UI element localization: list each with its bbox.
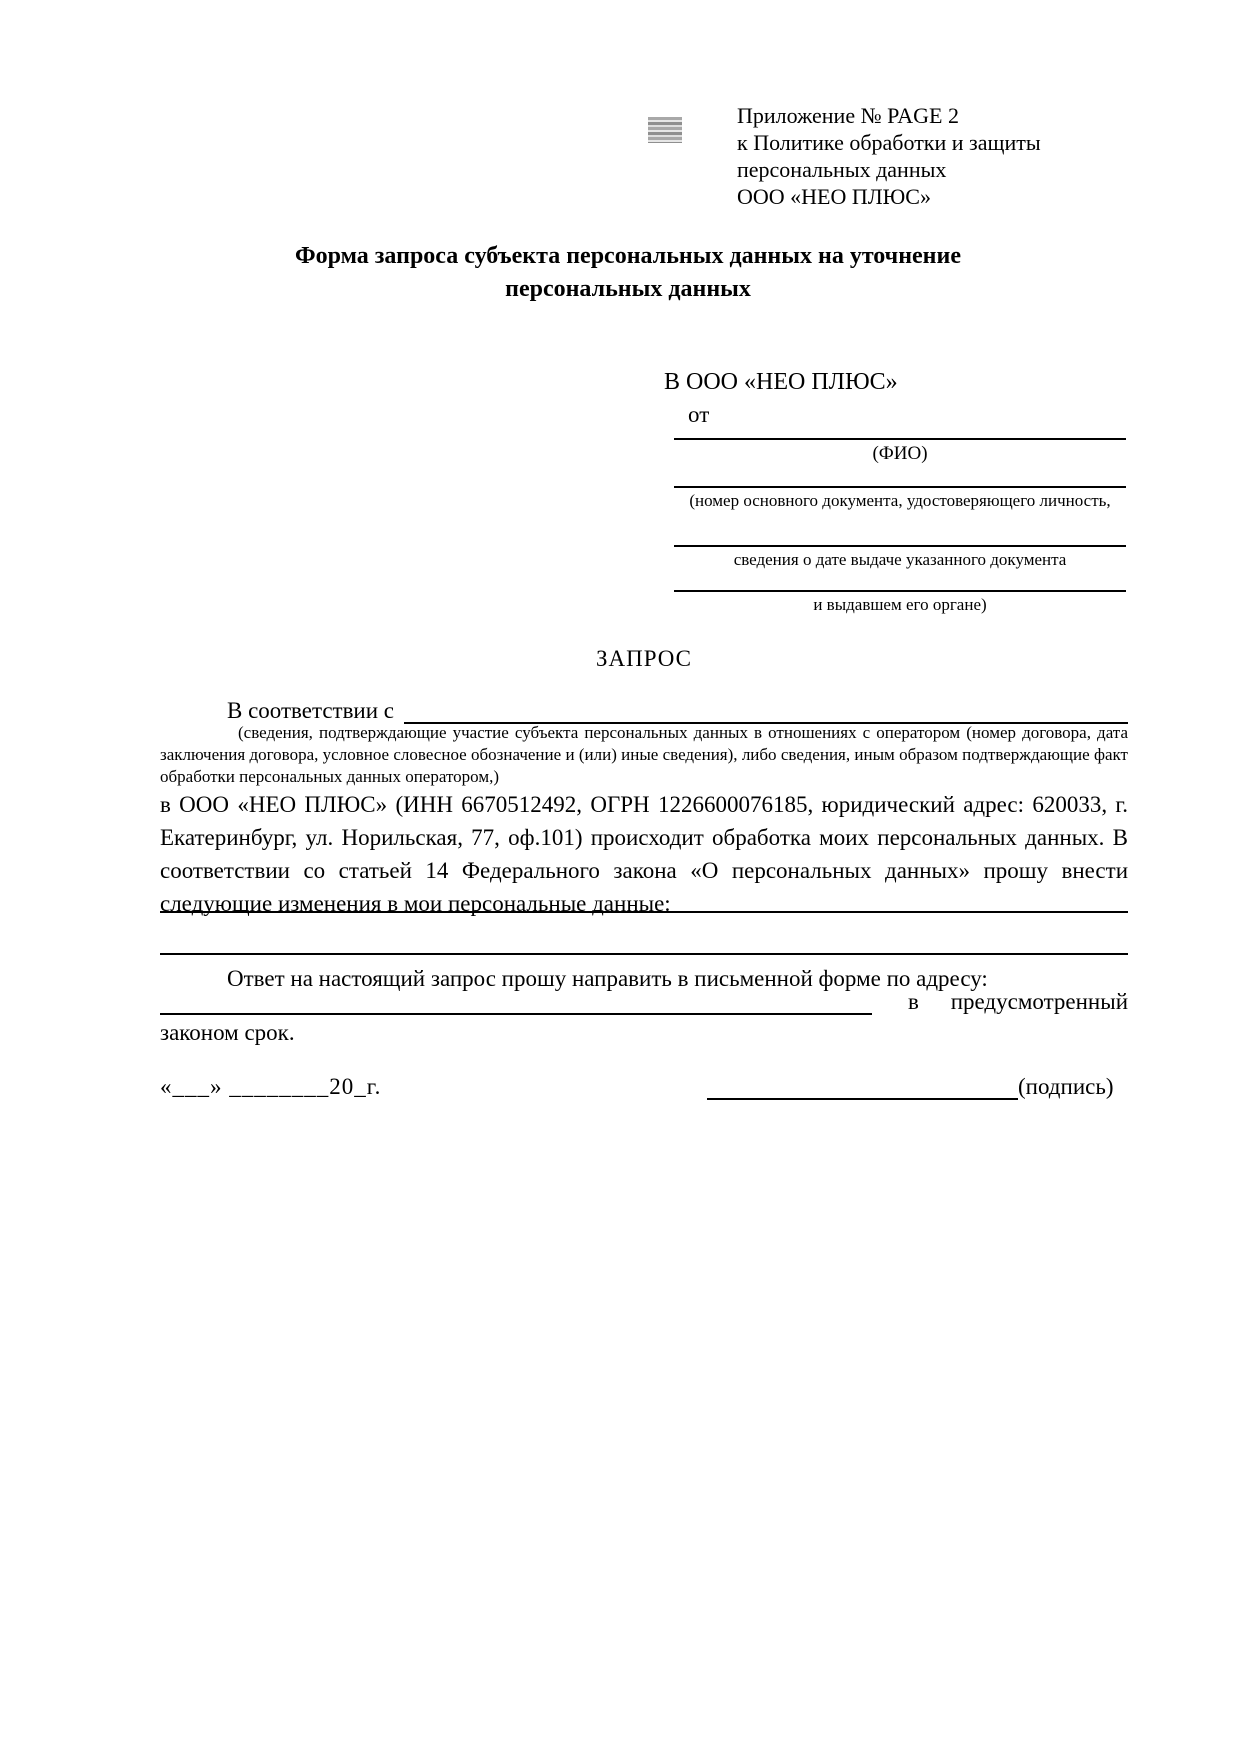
field-code-icon — [648, 117, 682, 143]
addressee-from-label: от — [688, 402, 710, 427]
signature-row — [707, 1074, 1113, 1100]
request-body-paragraph: в ООО «НЕО ПЛЮС» (ИНН 6670512492, ОГРН 1226600076185, юридический адрес: 620033, г. Екатеринбург, ул. Норильская, 77, оф.101) происходит обработка моих персональных данных. В соответствии со статьей 14 Федерального закона «О персональных данных» прошу внести следующие изменения в мои персональные данные: — [160, 792, 1128, 916]
intro-prefix: В соответствии с — [227, 698, 395, 723]
intro-row — [160, 692, 1128, 724]
fine-print-note: (сведения, подтверждающие участие субъекта персональных данных в отношениях с оператором (номер договора, дата заключения договора, условное словесное обозначение и (или) иные сведения), либо сведения, иным образом подтверждающие факт обработки персональных данных оператором,) — [160, 723, 1128, 786]
header-policy-line1: к Политике обработки и защиты — [737, 130, 1041, 155]
response-address-row — [160, 987, 1128, 1015]
issue-date-caption: сведения о дате выдаче указанного документа — [733, 550, 1067, 569]
signature-blank-line — [707, 1096, 1018, 1100]
document-title-line2: персональных данных — [505, 276, 751, 302]
address-blank-line — [160, 1011, 872, 1015]
addressee-to: В ООО «НЕО ПЛЮС» — [664, 369, 898, 395]
signature-caption: (подпись) — [1018, 1074, 1114, 1099]
issue-date-blank-field — [674, 545, 1126, 570]
fio-blank-field — [674, 438, 1126, 465]
response-word-in: в — [908, 989, 919, 1014]
header-policy-line2: персональных данных — [737, 157, 947, 182]
response-word-stipulated: предусмотренный — [950, 989, 1128, 1014]
response-sentence: Ответ на настоящий запрос прошу направить в письменной форме по адресу: — [227, 966, 988, 991]
response-closing: законом срок. — [160, 1020, 295, 1045]
document-number-blank-field — [674, 486, 1126, 511]
request-heading: ЗАПРОС — [595, 646, 693, 671]
document-number-caption: (номер основного документа, удостоверяющего личность, — [689, 491, 1111, 510]
header-appendix-line: Приложение № PAGE 2 — [737, 103, 959, 128]
document-title — [144, 240, 1112, 306]
header-company-name: ООО «НЕО ПЛЮС» — [737, 184, 931, 209]
changes-blank-line-2 — [160, 953, 1128, 955]
fio-caption: (ФИО) — [872, 443, 928, 464]
date-blank: «___» ________20_г. — [160, 1074, 382, 1099]
issuer-caption: и выдавшем его органе) — [813, 595, 987, 614]
changes-blank-line-1 — [160, 911, 1128, 913]
document-title-line1: Форма запроса субъекта персональных данных на уточнение — [295, 243, 961, 269]
issuer-blank-field — [674, 590, 1126, 615]
header-block — [737, 102, 1057, 210]
